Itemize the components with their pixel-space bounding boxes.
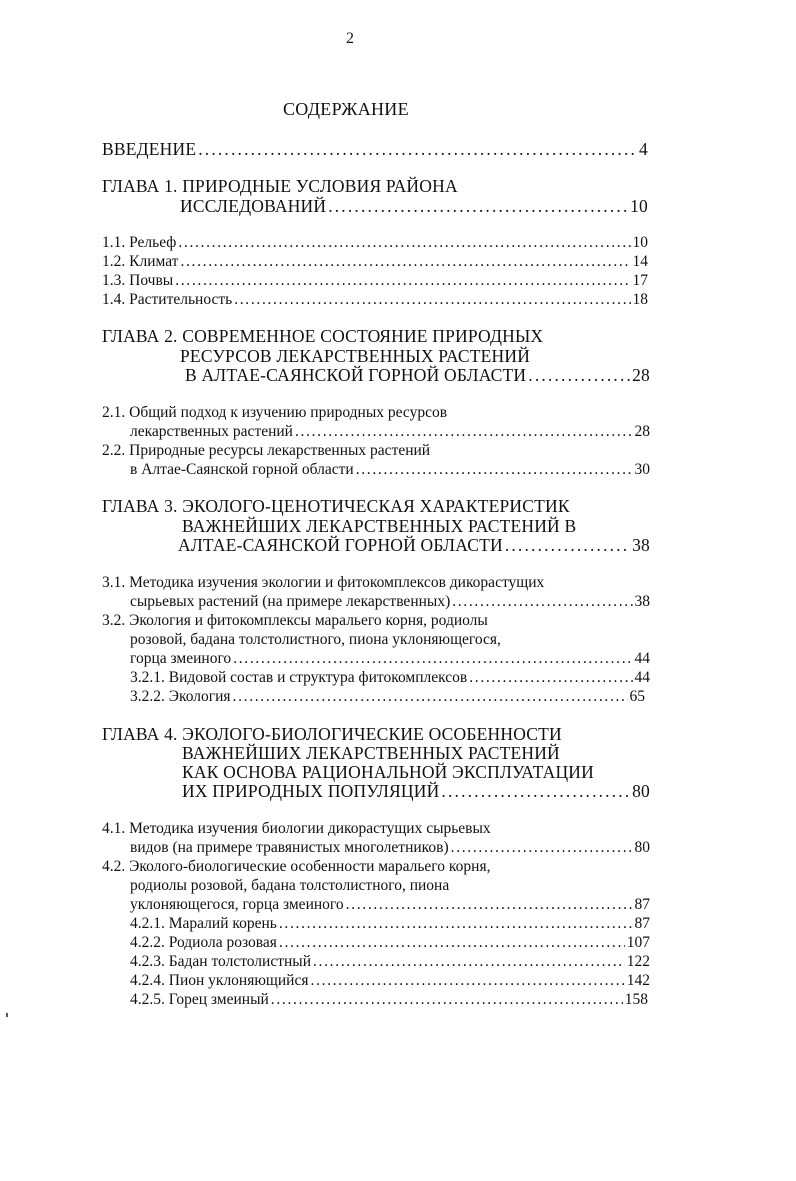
- dot-leader: [452, 592, 632, 612]
- toc-entry-4-2-1: [130, 914, 650, 934]
- toc-entry-page: 17: [632, 272, 648, 289]
- toc-entry-page: 10: [630, 196, 648, 216]
- chapter-4-heading-line2: ВАЖНЕЙШИХ ЛЕКАРСТВЕННЫХ РАСТЕНИЙ: [182, 743, 560, 763]
- toc-entry-label: лекарственных растений: [130, 423, 293, 440]
- toc-entry-2-2-line1: 2.2. Природные ресурсы лекарственных растений: [102, 442, 431, 459]
- toc-entry-4-2-4: [130, 971, 650, 991]
- toc-entry-label: 1.4. Растительность: [102, 291, 233, 308]
- toc-entry-3-2-line2: розовой, бадана толстолистного, пиона уклоняющегося,: [130, 631, 501, 648]
- toc-entry-label: ИССЛЕДОВАНИЙ: [180, 196, 327, 216]
- toc-entry-2-1-line1: 2.1. Общий подход к изучению природных ресурсов: [102, 404, 448, 421]
- toc-entry-page: 30: [634, 461, 650, 478]
- toc-entry-label: уклоняющегося, горца змеиного: [130, 896, 344, 913]
- toc-entry-page: 4: [639, 139, 648, 159]
- dot-leader: [180, 252, 630, 272]
- toc-entry-label: 4.2.3. Бадан толстолистный: [130, 953, 311, 970]
- toc-entry-4-2-line3: [130, 895, 650, 915]
- toc-entry-label: 1.1. Рельеф: [102, 234, 177, 251]
- toc-entry-page: 10: [632, 234, 648, 251]
- dot-leader: [279, 914, 633, 934]
- toc-entry-label: видов (на примере травянистых многолетников): [130, 839, 449, 856]
- toc-entry-intro: [102, 139, 648, 159]
- toc-entry-label: горца змеиного: [130, 650, 232, 667]
- dot-leader: [295, 422, 633, 442]
- toc-entry-label: 3.2.2. Экология: [130, 688, 231, 705]
- dot-leader: [328, 196, 628, 216]
- dot-leader: [356, 460, 633, 480]
- dot-leader: [234, 290, 630, 310]
- toc-entry-4-2-line1: 4.2. Эколого-биологические особенности маральего корня,: [102, 858, 491, 875]
- toc-entry-label: 4.2.4. Пион уклоняющийся: [130, 972, 309, 989]
- toc-entry-page: 65: [629, 688, 645, 705]
- chapter-4-heading-line3: КАК ОСНОВА РАЦИОНАЛЬНОЙ ЭКСПЛУАТАЦИИ: [182, 762, 594, 782]
- toc-entry-page: 38: [632, 535, 650, 555]
- toc-entry-1-2: [102, 252, 648, 272]
- chapter-3-heading-line2: ВАЖНЕЙШИХ ЛЕКАРСТВЕННЫХ РАСТЕНИЙ В: [182, 516, 577, 536]
- toc-entry-1-3: [102, 271, 648, 291]
- chapter-1-heading-line1: ГЛАВА 1. ПРИРОДНЫЕ УСЛОВИЯ РАЙОНА: [102, 176, 458, 196]
- dot-leader: [313, 952, 625, 972]
- dot-leader: [528, 365, 630, 385]
- dot-leader: [451, 838, 633, 858]
- toc-entry-2-1-line2: [130, 422, 650, 442]
- page-number: 2: [346, 30, 354, 47]
- toc-entry-label: ВВЕДЕНИЕ: [102, 139, 197, 159]
- dot-leader: [346, 895, 633, 915]
- toc-entry-label: 1.2. Климат: [102, 253, 179, 270]
- toc-entry-label: 4.2.1. Маралий корень: [130, 915, 277, 932]
- toc-entry-4-2-2: [130, 933, 650, 953]
- dot-leader: [178, 233, 630, 253]
- toc-entry-page: 14: [632, 253, 648, 270]
- toc-entry-page: 80: [634, 839, 650, 856]
- toc-entry-label: 1.3. Почвы: [102, 272, 174, 289]
- toc-entry-3-2-1: [130, 668, 650, 688]
- chapter-4-heading-line1: ГЛАВА 4. ЭКОЛОГО-БИОЛОГИЧЕСКИЕ ОСОБЕННОСТИ: [102, 724, 562, 744]
- toc-entry-1-1: [102, 233, 648, 253]
- chapter-4-heading-line4: [182, 781, 650, 801]
- dot-leader: [310, 971, 624, 991]
- dot-leader: [271, 990, 623, 1010]
- chapter-3-heading-line1: ГЛАВА 3. ЭКОЛОГО-ЦЕНОТИЧЕСКАЯ ХАРАКТЕРИСТИК: [102, 496, 570, 516]
- chapter-3-heading-line3: [178, 535, 650, 555]
- toc-entry-page: 142: [626, 972, 650, 989]
- toc-entry-page: 158: [624, 991, 648, 1008]
- toc-entry-page: 28: [632, 365, 650, 385]
- toc-entry-3-2-2: [130, 687, 645, 707]
- toc-entry-page: 44: [634, 650, 650, 667]
- toc-entry-page: 44: [634, 669, 650, 686]
- toc-entry-page: 87: [634, 915, 650, 932]
- toc-entry-2-2-line2: [130, 460, 650, 480]
- toc-entry-1-4: [102, 290, 648, 310]
- toc-entry-4-1-line2: [130, 838, 650, 858]
- chapter-1-heading-line2: [180, 196, 648, 216]
- toc-entry-label: сырьевых растений (на примере лекарственных): [130, 593, 451, 610]
- chapter-2-heading-line3: [185, 365, 650, 385]
- toc-entry-3-2-line3: [130, 649, 650, 669]
- toc-entry-page: 107: [626, 934, 650, 951]
- toc-entry-label: 3.2.1. Видовой состав и структура фитокомплексов: [130, 669, 468, 686]
- toc-entry-label: ИХ ПРИРОДНЫХ ПОПУЛЯЦИЙ: [182, 781, 440, 801]
- toc-entry-page: 38: [634, 593, 650, 610]
- toc-entry-page: 80: [632, 781, 650, 801]
- dot-leader: [441, 781, 630, 801]
- toc-entry-label: в Алтае-Саянской горной области: [130, 461, 354, 478]
- toc-entry-label: АЛТАЕ-САЯНСКОЙ ГОРНОЙ ОБЛАСТИ: [178, 535, 503, 555]
- dot-leader: [505, 535, 630, 555]
- toc-entry-page: 28: [634, 423, 650, 440]
- toc-entry-label: 4.2.5. Горец змеиный: [130, 991, 269, 1008]
- toc-entry-3-1-line2: [130, 592, 650, 612]
- toc-entry-4-2-3: [130, 952, 650, 972]
- dot-leader: [279, 933, 625, 953]
- toc-entry-4-2-line2: родиолы розовой, бадана толстолистного, пиона: [130, 877, 450, 894]
- chapter-2-heading-line2: РЕСУРСОВ ЛЕКАРСТВЕННЫХ РАСТЕНИЙ: [180, 346, 531, 366]
- toc-entry-4-2-5: [130, 990, 648, 1010]
- toc-entry-page: 122: [626, 953, 650, 970]
- toc-title: СОДЕРЖАНИЕ: [283, 99, 409, 119]
- toc-entry-4-1-line1: 4.1. Методика изучения биологии дикорастущих сырьевых: [102, 820, 491, 837]
- toc-entry-3-1-line1: 3.1. Методика изучения экологии и фитокомплексов дикорастущих: [102, 574, 545, 591]
- toc-entry-page: 18: [632, 291, 648, 308]
- dot-leader: [469, 668, 632, 688]
- chapter-2-heading-line1: ГЛАВА 2. СОВРЕМЕННОЕ СОСТОЯНИЕ ПРИРОДНЫХ: [102, 326, 544, 346]
- toc-entry-label: 4.2.2. Родиола розовая: [130, 934, 277, 951]
- dot-leader: [233, 687, 628, 707]
- toc-entry-label: В АЛТАЕ-САЯНСКОЙ ГОРНОЙ ОБЛАСТИ: [185, 365, 527, 385]
- toc-entry-3-2-line1: 3.2. Экология и фитокомплексы маральего корня, родиолы: [102, 612, 488, 629]
- dot-leader: [175, 271, 630, 291]
- toc-entry-page: 87: [634, 896, 650, 913]
- dot-leader: [233, 649, 632, 669]
- dot-leader: [198, 139, 637, 159]
- scan-speck: [6, 1013, 8, 1017]
